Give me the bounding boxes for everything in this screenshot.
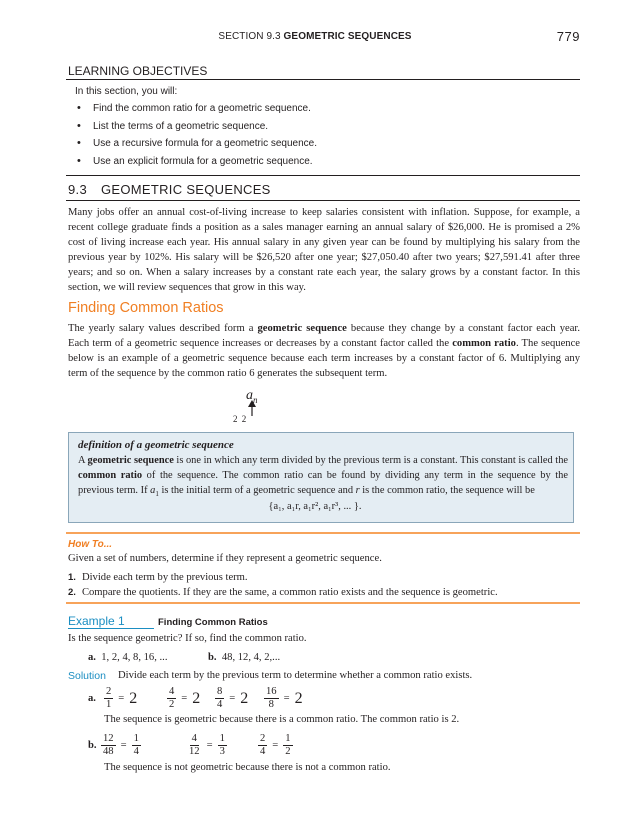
part-label: a. xyxy=(88,652,96,663)
fraction-expression xyxy=(215,686,248,711)
part-b-question xyxy=(208,652,280,663)
equals-sign: = xyxy=(118,693,125,704)
learning-objectives-title: LEARNING OBJECTIVES xyxy=(68,64,208,78)
denominator: 2 xyxy=(285,746,291,757)
list-item xyxy=(68,586,498,601)
denominator: 2 xyxy=(169,699,175,710)
part-b-conclusion: The sequence is not geometric because there is not a common ratio. xyxy=(104,762,391,773)
denominator: 4 xyxy=(260,746,266,757)
denominator: 1 xyxy=(106,699,112,710)
fraction xyxy=(104,686,113,711)
section-heading-title: GEOMETRIC SEQUENCES xyxy=(100,182,271,197)
denominator: 4 xyxy=(133,746,139,757)
sequence-formula: {a₁, a₁r, a₁r², a₁r³, ... }. xyxy=(268,501,362,512)
list-item: • Find the common ratio for a geometric sequence. xyxy=(75,100,317,118)
section-number: 9.3 xyxy=(68,182,87,197)
equals-sign: = xyxy=(120,740,127,751)
text-span: of the sequence. The common ratio can be found by dividing any term in the sequence by the previous term. If xyxy=(78,470,568,496)
denominator: 8 xyxy=(268,699,274,710)
equals-sign: = xyxy=(206,740,213,751)
denominator: 48 xyxy=(103,746,114,757)
part-label: b. xyxy=(88,740,97,751)
fraction xyxy=(215,686,224,711)
definition-text xyxy=(78,453,568,502)
example-label: Example 1 xyxy=(68,614,125,628)
text-span: The yearly salary values described form a xyxy=(68,323,258,334)
page-number: 779 xyxy=(556,29,580,44)
example-question: Is the sequence geometric? If so, find the common ratio. xyxy=(68,633,307,644)
result: 2 xyxy=(129,689,138,707)
definition-title: definition of a geometric sequence xyxy=(78,439,234,451)
step-text: Compare the quotients. If they are the same, a common ratio exists and the sequence is geometric. xyxy=(81,586,498,598)
part-a-conclusion: The sequence is geometric because there is a common ratio. The common ratio is 2. xyxy=(104,714,460,725)
running-head xyxy=(0,31,630,42)
text-span: is the initial term of a geometric sequence and xyxy=(158,485,356,496)
numerator: 4 xyxy=(169,686,175,697)
fraction-expression xyxy=(167,686,200,711)
fraction xyxy=(283,733,292,758)
step-number: 1. xyxy=(68,572,76,583)
figure-fragment: 2 2 xyxy=(233,414,248,424)
divider xyxy=(66,602,580,604)
text-span: A xyxy=(78,455,88,466)
divider xyxy=(66,79,580,80)
example-title: Finding Common Ratios xyxy=(158,617,268,628)
learning-objectives-intro: In this section, you will: xyxy=(75,86,178,97)
result: 2 xyxy=(240,689,249,707)
step-number: 2. xyxy=(68,586,76,598)
fraction xyxy=(167,686,176,711)
figure-label-var: a xyxy=(246,388,253,403)
solution-label: Solution xyxy=(68,670,106,682)
math-sub: 1 xyxy=(155,490,159,499)
text-span: is one in which any term divided by the previous term is a constant. This constant is called the xyxy=(173,455,569,466)
part-a-question xyxy=(88,652,167,663)
common-ratio-paragraph xyxy=(68,322,580,382)
key-term: geometric sequence xyxy=(257,323,347,334)
section-heading xyxy=(68,182,271,197)
fraction xyxy=(264,686,279,711)
result: 2 xyxy=(294,689,303,707)
list-item: • Use an explicit formula for a geometric sequence. xyxy=(75,153,317,171)
equals-sign: = xyxy=(272,740,279,751)
key-term: geometric sequence xyxy=(87,455,174,466)
list-item: • Use a recursive formula for a geometric sequence. xyxy=(75,135,317,153)
numerator: 1 xyxy=(219,733,225,744)
fraction xyxy=(187,733,202,758)
divider xyxy=(66,200,580,201)
list-item: • List the terms of a geometric sequence. xyxy=(75,118,317,136)
text-span: is the common ratio, the sequence will be xyxy=(359,485,535,496)
fraction xyxy=(132,733,141,758)
text-span: . The sequence below is an example of a geometric sequence because each term increases by a constant factor of 6. Multiplying any term of the sequence by the common ratio 6 generates the subsequent term. xyxy=(68,337,580,379)
equals-sign: = xyxy=(181,693,188,704)
key-term: common ratio xyxy=(452,337,516,349)
fraction xyxy=(218,733,227,758)
numerator: 16 xyxy=(266,686,277,697)
section-title: GEOMETRIC SEQUENCES xyxy=(283,31,412,42)
part-text: 48, 12, 4, 2,... xyxy=(221,652,281,663)
arrow-up-icon xyxy=(247,400,257,416)
math-var: r xyxy=(355,485,360,496)
figure-label-sub: n xyxy=(253,394,258,405)
key-term: common ratio xyxy=(78,470,143,481)
fraction-expression xyxy=(101,733,141,758)
equals-sign: = xyxy=(229,693,236,704)
numerator: 2 xyxy=(260,733,266,744)
how-to-steps xyxy=(68,571,498,600)
part-text: 1, 2, 4, 8, 16, ... xyxy=(101,652,168,663)
divider xyxy=(66,175,580,176)
math-var: a xyxy=(150,485,156,496)
denominator: 3 xyxy=(219,746,225,757)
part-label: b. xyxy=(208,652,217,663)
part-label: a. xyxy=(88,693,96,704)
numerator: 1 xyxy=(133,733,139,744)
denominator: 12 xyxy=(189,746,200,757)
equals-sign: = xyxy=(283,693,290,704)
numerator: 4 xyxy=(191,733,197,744)
divider xyxy=(66,532,580,534)
denominator: 4 xyxy=(217,699,223,710)
numerator: 12 xyxy=(103,733,114,744)
text-span: because they change by a constant factor each year. Each term of a geometric sequence increases or decreases by a constant factor called the xyxy=(68,323,581,349)
subsection-heading: Finding Common Ratios xyxy=(68,300,224,316)
section-label: SECTION 9.3 xyxy=(218,31,281,42)
numerator: 8 xyxy=(217,686,223,697)
fraction xyxy=(258,733,267,758)
intro-paragraph: Many jobs offer an annual cost-of-living increase to keep salaries consistent with inflation. Suppose, for example, a recent college graduate finds a position as a sales manager earning an annual salary of $26,000. He is promised a 2% cost of living increase each year. His annual salary in any given year can be found by multiplying his salary from the previous year by 102%. His salary will be $26,520 after one year; $27,050.40 after two years; $27,591.41 after three years; and so on. When a salary increases by a constant rate each year, the salary grows by a constant factor. In this section, we will review sequences that grow in this way. xyxy=(68,207,580,293)
fraction-expression xyxy=(187,733,227,758)
numerator: 1 xyxy=(285,733,291,744)
fraction-expression xyxy=(104,686,137,711)
how-to-intro: Given a set of numbers, determine if they represent a geometric sequence. xyxy=(68,553,382,564)
fraction-expression xyxy=(264,686,303,711)
divider xyxy=(68,628,154,629)
list-item xyxy=(68,571,498,586)
fraction-expression xyxy=(258,733,293,758)
learning-objectives-list xyxy=(75,100,317,170)
fraction xyxy=(101,733,116,758)
how-to-title: How To... xyxy=(68,539,113,550)
step-text: Divide each term by the previous term. xyxy=(81,572,248,583)
result: 2 xyxy=(192,689,201,707)
numerator: 2 xyxy=(106,686,112,697)
solution-text: Divide each term by the previous term to determine whether a common ratio exists. xyxy=(118,670,473,681)
